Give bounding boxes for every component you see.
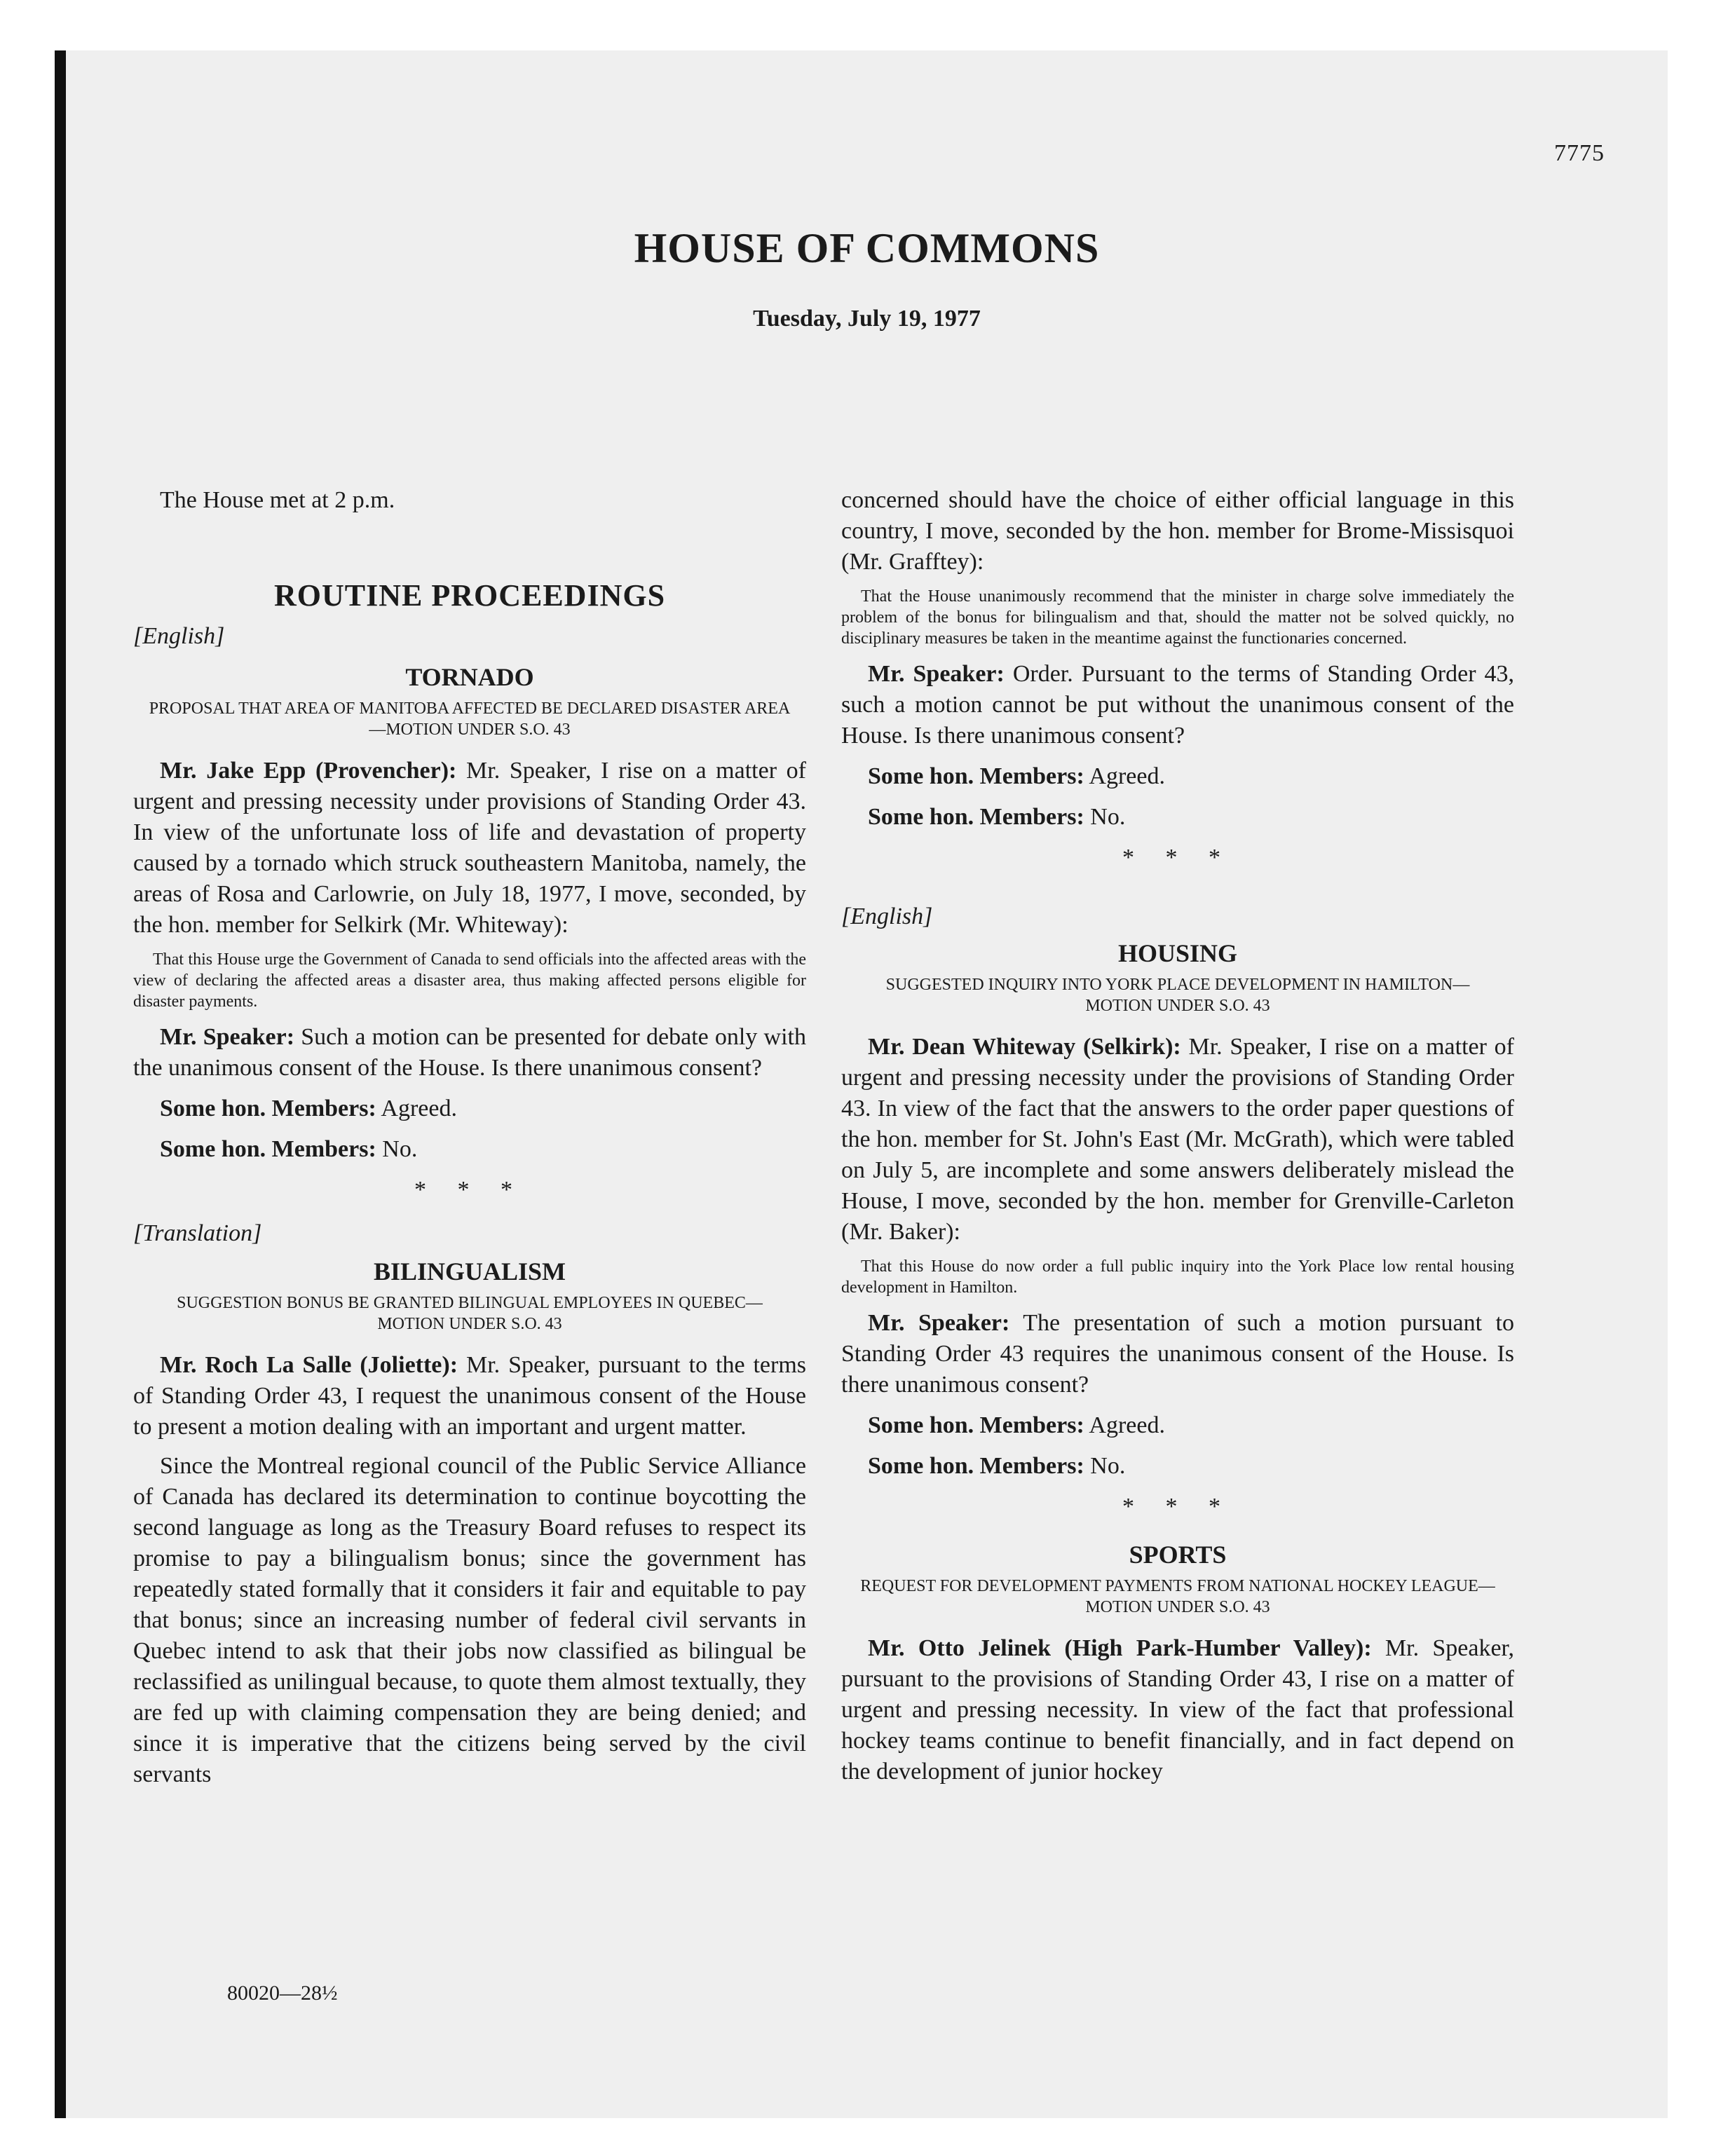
speaker-ruling bbox=[133, 1022, 806, 1084]
page-title: HOUSE OF COMMONS bbox=[634, 225, 1100, 271]
print-code: 80020—28½ bbox=[227, 1981, 338, 2005]
members-label: Some hon. Members: bbox=[160, 1136, 376, 1162]
speaker-name: Mr. Jake Epp (Provencher): bbox=[160, 758, 457, 784]
left-column bbox=[133, 485, 806, 1790]
members-label: Some hon. Members: bbox=[160, 1096, 376, 1121]
members-label: Some hon. Members: bbox=[868, 1412, 1084, 1438]
bilingualism-motion: That the House unanimously recommend that the minister in charge solve immediately the problem of the bonus for bilingualism and that, should the matter not be solved quickly, no disciplinary measures be taken in the meantime against the functionaries concerned. bbox=[841, 587, 1514, 648]
members-no bbox=[841, 802, 1514, 833]
speaker-ruling bbox=[841, 1308, 1514, 1400]
section-separator: * * * bbox=[1122, 1494, 1233, 1520]
tornado-speech bbox=[133, 756, 806, 941]
speech-text: Mr. Speaker, I rise on a matter of urgent and pressing necessity under the provisions of Standing Order 43. In view of the fact that the answers to the order paper questions of the hon. member for St. John's East (Mr. McGrath), which were tabled on July 5, are incomplete and some answers deliberately mislead the House, I move, seconded by the hon. member for Grenville-Carleton (Mr. Baker): bbox=[841, 1034, 1514, 1245]
section-separator: * * * bbox=[1122, 845, 1233, 871]
page-margin bbox=[0, 0, 55, 2156]
members-label: Some hon. Members: bbox=[868, 804, 1084, 830]
members-no bbox=[133, 1134, 806, 1165]
right-column bbox=[841, 485, 1514, 1787]
speaker-name: Mr. Speaker: bbox=[868, 1310, 1010, 1336]
page-number: 7775 bbox=[1554, 140, 1605, 166]
bilingualism-paragraph: Since the Montreal regional council of the Public Service Alliance of Canada has declared its determination to continue boycotting the second language as long as the Treasury Board refuses to respect its promise to pay a bilingualism bonus; since the government has repeatedly stated formally that it considers it fair and equitable to pay that bonus; since an increasing number of federal civil servants in Quebec intend to ask that their jobs now classified as bilingual be reclassified as unilingual because, to quote them almost textually, they are fed up with claiming compensation they are being denied; and since it is imperative that the citizens being served by the civil servants bbox=[133, 1453, 806, 1787]
section-separator: * * * bbox=[414, 1177, 525, 1203]
speaker-name: Mr. Otto Jelinek (High Park-Humber Valley): bbox=[868, 1635, 1372, 1661]
bilingualism-speech bbox=[133, 1350, 806, 1442]
members-no bbox=[841, 1451, 1514, 1482]
speaker-name: Mr. Roch La Salle (Joliette): bbox=[160, 1352, 458, 1378]
speech-text: Mr. Speaker, I rise on a matter of urgent and pressing necessity under provisions of Standing Order 43. In view of the unfortunate loss of life and devastation of property caused by a tornado which struck southeastern Manitoba, namely, the areas of Rosa and Carlowrie, on July 18, 1977, I move, seconded, by the hon. member for Selkirk (Mr. Whiteway): bbox=[133, 758, 806, 938]
response-text: Agreed. bbox=[381, 1096, 457, 1121]
routine-proceedings-heading: ROUTINE PROCEEDINGS bbox=[273, 578, 666, 613]
members-label: Some hon. Members: bbox=[868, 1453, 1084, 1479]
speech-text: Mr. Speaker, pursuant to the provisions of Standing Order 43, I rise on a matter of urgent and pressing necessity. In view of the fact that professional hockey teams continue to benefit financially, and in fact depend on the development of junior hockey bbox=[841, 1635, 1515, 1785]
members-agreed bbox=[841, 761, 1514, 792]
members-agreed bbox=[841, 1410, 1514, 1441]
housing-subject: HOUSING bbox=[1117, 939, 1238, 967]
bilingualism-subject: BILINGUALISM bbox=[373, 1257, 566, 1285]
speech-text: The presentation of such a motion pursuant to Standing Order 43 requires the unanimous consent of the House. Is there unanimous consent? bbox=[841, 1310, 1514, 1398]
tornado-heading: PROPOSAL THAT AREA OF MANITOBA AFFECTED BE DECLARED DISASTER AREA—MOTION UNDER S.O. 43 bbox=[149, 700, 791, 739]
speech-text: Mr. Speaker, pursuant to the terms of Standing Order 43, I request the unanimous consent of the House to present a motion dealing with an important and urgent matter. bbox=[133, 1352, 806, 1440]
speaker-name: Mr. Speaker: bbox=[160, 1024, 295, 1050]
speaker-name: Mr. Dean Whiteway (Selkirk): bbox=[868, 1034, 1181, 1060]
housing-motion: That this House do now order a full public inquiry into the York Place low rental housing development in Hamilton. bbox=[841, 1257, 1514, 1297]
document-page bbox=[66, 50, 1668, 2118]
members-agreed bbox=[133, 1093, 806, 1124]
speech-text: Such a motion can be presented for debate only with the unanimous consent of the House. Is there unanimous consent? bbox=[133, 1024, 806, 1081]
housing-speech bbox=[841, 1032, 1514, 1248]
housing-heading: SUGGESTED INQUIRY INTO YORK PLACE DEVELOPMENT IN HAMILTON—MOTION UNDER S.O. 43 bbox=[885, 976, 1470, 1015]
response-text: Agreed. bbox=[1089, 1412, 1165, 1438]
response-text: No. bbox=[1090, 1453, 1126, 1479]
sports-subject: SPORTS bbox=[1129, 1541, 1227, 1569]
speech-text: Order. Pursuant to the terms of Standing Order 43, such a motion cannot be put without the unanimous consent of the House. Is there unanimous consent? bbox=[841, 661, 1515, 749]
binding-edge bbox=[55, 50, 66, 2118]
speaker-ruling bbox=[841, 659, 1514, 751]
sports-speech bbox=[841, 1633, 1514, 1787]
tornado-motion: That this House urge the Government of Canada to send officials into the affected areas with the view of declaring the affected areas a disaster area, thus making affected persons eligible for disaster payments. bbox=[133, 950, 806, 1011]
speaker-name: Mr. Speaker: bbox=[868, 661, 1005, 687]
bilingualism-heading: SUGGESTION BONUS BE GRANTED BILINGUAL EMPLOYEES IN QUEBEC—MOTION UNDER S.O. 43 bbox=[177, 1294, 763, 1333]
response-text: No. bbox=[1090, 804, 1126, 830]
bilingualism-continuation: concerned should have the choice of either official language in this country, I move, seconded by the hon. member for Brome-Missisquoi (Mr. Grafftey): bbox=[841, 487, 1514, 575]
house-met-text: The House met at 2 p.m. bbox=[160, 487, 395, 513]
members-label: Some hon. Members: bbox=[868, 763, 1084, 789]
tornado-subject: TORNADO bbox=[405, 663, 534, 691]
response-text: Agreed. bbox=[1089, 763, 1165, 789]
sports-heading: REQUEST FOR DEVELOPMENT PAYMENTS FROM NATIONAL HOCKEY LEAGUE—MOTION UNDER S.O. 43 bbox=[860, 1577, 1495, 1616]
sitting-date: Tuesday, July 19, 1977 bbox=[753, 306, 981, 332]
response-text: No. bbox=[382, 1136, 418, 1162]
language-note: [English] bbox=[133, 623, 225, 649]
language-note: [English] bbox=[841, 903, 933, 929]
language-note: [Translation] bbox=[133, 1220, 262, 1246]
